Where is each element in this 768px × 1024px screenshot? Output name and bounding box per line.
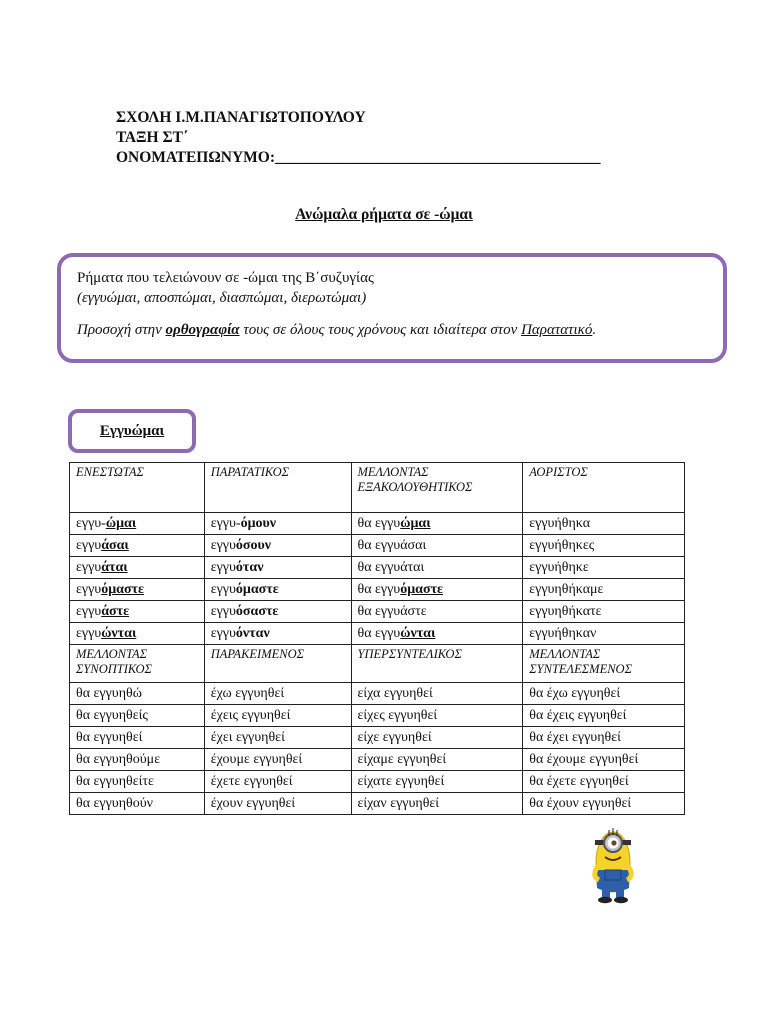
info-line-2: (εγγυώμαι, αποσπώμαι, διασπώμαι, διερωτώμαι): [77, 290, 367, 306]
info-line-3-pre: Προσοχή στην: [77, 322, 166, 338]
table-cell: θα εγγυάστε: [351, 601, 523, 623]
verb-stem: θα εγγυ: [357, 625, 401, 641]
table-cell: [204, 579, 351, 601]
student-name-line: ΟΝΟΜΑΤΕΠΩΝΥΜΟ:__________________________________________: [116, 149, 601, 166]
table-row: [70, 623, 685, 645]
verb-ending: ώνται: [101, 625, 137, 641]
verb-ending: όμαστε: [235, 581, 279, 597]
class-name: ΤΑΞΗ ΣΤ΄: [116, 129, 189, 146]
verb-label: Εγγυώμαι: [99, 423, 165, 439]
table-cell: έχει εγγυηθεί: [204, 727, 351, 749]
table-cell: [204, 557, 351, 579]
verb-stem: εγγυ: [76, 625, 102, 641]
verb-stem: εγγυ: [210, 537, 236, 553]
table-cell: είχαμε εγγυηθεί: [351, 749, 523, 771]
table-cell: θα εγγυηθούν: [70, 793, 205, 815]
table-cell: θα έχουμε εγγυηθεί: [523, 749, 685, 771]
verb-ending: άται: [101, 559, 128, 575]
table-cell: είχε εγγυηθεί: [351, 727, 523, 749]
verb-ending: άσαι: [101, 537, 129, 553]
verb-stem: εγγυ: [210, 625, 236, 641]
table-cell: εγγυήθηκες: [523, 535, 685, 557]
document-header: [116, 108, 601, 168]
table-cell: έχετε εγγυηθεί: [204, 771, 351, 793]
table-cell: θα έχω εγγυηθεί: [523, 683, 685, 705]
table-row: [70, 705, 685, 727]
verb-stem: εγγυ-: [210, 515, 241, 531]
table-cell: είχες εγγυηθεί: [351, 705, 523, 727]
verb-ending: όσαστε: [235, 603, 279, 619]
table-cell: [70, 535, 205, 557]
verb-stem: εγγυ: [210, 603, 236, 619]
verb-ending: όμαστε: [400, 581, 444, 597]
verb-stem: εγγυ: [210, 581, 236, 597]
verb-stem: θα εγγυ: [357, 581, 401, 597]
table-cell: θα εγγυηθείς: [70, 705, 205, 727]
verb-label-box: [68, 409, 196, 453]
table-cell: θα έχεις εγγυηθεί: [523, 705, 685, 727]
table-cell: θα έχουν εγγυηθεί: [523, 793, 685, 815]
verb-ending: ώμαι: [105, 515, 137, 531]
table-cell: εγγυηθήκατε: [523, 601, 685, 623]
table-cell: είχα εγγυηθεί: [351, 683, 523, 705]
table-cell: έχω εγγυηθεί: [204, 683, 351, 705]
table-cell: εγγυήθηκαν: [523, 623, 685, 645]
verb-stem: εγγυ: [76, 581, 102, 597]
column-header: ΜΕΛΛΟΝΤΑΣ ΣΥΝΤΕΛΕΣΜΕΝΟΣ: [523, 645, 685, 683]
table-row: [70, 749, 685, 771]
table-row: [70, 579, 685, 601]
info-box: [57, 253, 727, 363]
info-line-3-bold: ορθογραφία: [165, 322, 240, 338]
table-cell: έχουν εγγυηθεί: [204, 793, 351, 815]
table-cell: θα έχετε εγγυηθεί: [523, 771, 685, 793]
table-row: [70, 557, 685, 579]
verb-stem: εγγυ: [76, 559, 102, 575]
verb-ending: ώνται: [400, 625, 436, 641]
verb-stem: εγγυ-: [76, 515, 106, 531]
table-row: [70, 535, 685, 557]
verb-stem: θα εγγυ: [357, 515, 401, 531]
verb-ending: όμαστε: [101, 581, 144, 597]
info-line-1: Ρήματα που τελειώνουν σε -ώμαι της Β΄συζυγίας: [77, 270, 374, 286]
info-line-3: [77, 320, 707, 340]
page-title: Ανώμαλα ρήματα σε -ώμαι: [295, 206, 473, 223]
table-cell: [351, 513, 523, 535]
table-cell: [70, 513, 205, 535]
verb-stem: εγγυ: [210, 559, 236, 575]
table-cell: είχαν εγγυηθεί: [351, 793, 523, 815]
verb-ending: όνταν: [235, 625, 270, 641]
column-header: ΕΝΕΣΤΩΤΑΣ: [70, 463, 205, 513]
table-cell: θα έχει εγγυηθεί: [523, 727, 685, 749]
table-row: [70, 771, 685, 793]
column-header: ΥΠΕΡΣΥΝΤΕΛΙΚΟΣ: [351, 645, 523, 683]
verb-ending: άστε: [101, 603, 130, 619]
table-cell: [204, 535, 351, 557]
table-cell: [70, 601, 205, 623]
verb-ending: όταν: [235, 559, 264, 575]
table-header-row: [70, 645, 685, 683]
table-cell: εγγυήθηκα: [523, 513, 685, 535]
table-cell: εγγυήθηκε: [523, 557, 685, 579]
table-cell: θα εγγυάται: [351, 557, 523, 579]
verb-ending: ώμαι: [400, 515, 431, 531]
column-header: ΠΑΡΑΚΕΙΜΕΝΟΣ: [204, 645, 351, 683]
verb-ending: όμουν: [240, 515, 277, 531]
table-row: [70, 793, 685, 815]
table-cell: [204, 601, 351, 623]
table-cell: θα εγγυηθώ: [70, 683, 205, 705]
column-header: ΜΕΛΛΟΝΤΑΣ ΕΞΑΚΟΛΟΥΘΗΤΙΚΟΣ: [351, 463, 523, 513]
verb-stem: εγγυ: [76, 603, 102, 619]
info-line-3-end: .: [592, 322, 597, 338]
table-cell: [351, 579, 523, 601]
table-cell: [70, 557, 205, 579]
info-line-3-mid: τους σε όλους τους χρόνους και ιδιαίτερα στον: [239, 322, 522, 338]
table-cell: εγγυηθήκαμε: [523, 579, 685, 601]
verb-stem: εγγυ: [76, 537, 102, 553]
minion-illustration: [585, 826, 641, 904]
table-cell: θα εγγυηθούμε: [70, 749, 205, 771]
table-cell: θα εγγυηθείτε: [70, 771, 205, 793]
table-cell: έχεις εγγυηθεί: [204, 705, 351, 727]
column-header: ΜΕΛΛΟΝΤΑΣ ΣΥΝΟΠΤΙΚΟΣ: [70, 645, 205, 683]
school-name: ΣΧΟΛΗ Ι.Μ.ΠΑΝΑΓΙΩΤΟΠΟΥΛΟΥ: [116, 109, 366, 126]
conjugation-table: [69, 462, 685, 815]
table-cell: [70, 623, 205, 645]
table-cell: [204, 623, 351, 645]
table-cell: έχουμε εγγυηθεί: [204, 749, 351, 771]
table-cell: [351, 623, 523, 645]
table-row: [70, 683, 685, 705]
table-row: [70, 513, 685, 535]
table-cell: [70, 579, 205, 601]
table-cell: [204, 513, 351, 535]
table-cell: θα εγγυηθεί: [70, 727, 205, 749]
table-header-row: [70, 463, 685, 513]
column-header: ΠΑΡΑΤΑΤΙΚΟΣ: [204, 463, 351, 513]
column-header: ΑΟΡΙΣΤΟΣ: [523, 463, 685, 513]
table-row: [70, 727, 685, 749]
table-cell: είχατε εγγυηθεί: [351, 771, 523, 793]
verb-ending: όσουν: [235, 537, 272, 553]
table-cell: θα εγγυάσαι: [351, 535, 523, 557]
table-row: [70, 601, 685, 623]
info-line-3-underlined: Παρατατικό: [521, 322, 593, 338]
